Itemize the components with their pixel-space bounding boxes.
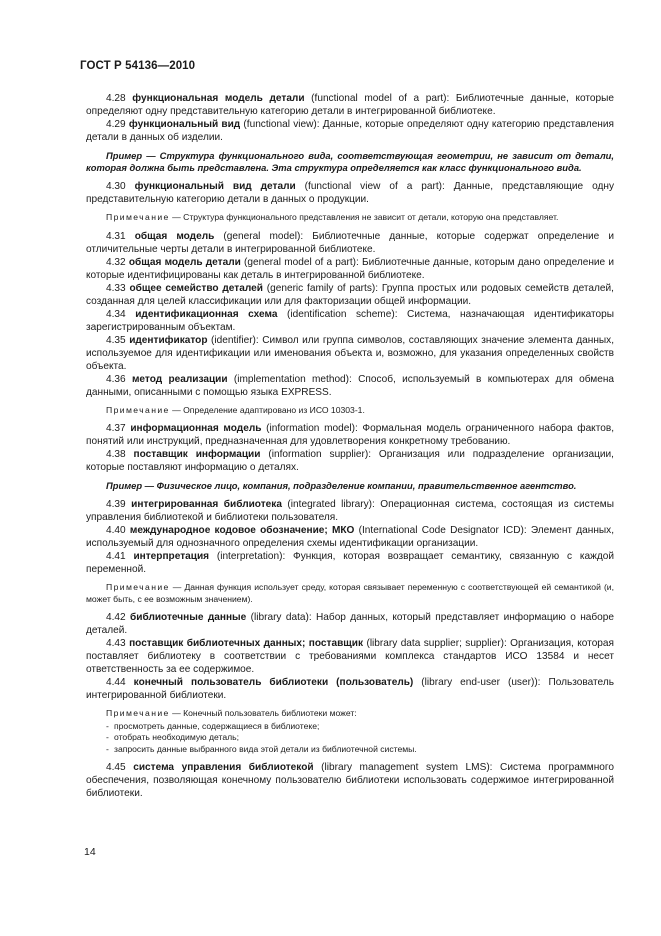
term-4-35: 4.35 идентификатор (identifier): Символ или группа символов, составляющих значение элемента данных, используемое для идентификации или именования объекта и, возможно, для указания определенных свойств объекта. <box>86 334 614 372</box>
note-end-user-intro: Примечание — Конечный пользователь библиотеки может: <box>106 708 357 718</box>
term-4-37: 4.37 информационная модель (information model): Формальная модель ограниченного набора фактов, понятий или инструкций, предназначенная для удовлетворения конкретному требованию. <box>86 423 615 447</box>
term-4-40: 4.40 международное кодовое обозначение; МКО (International Code Designator ICD): Элемент данных, используемый для однозначного определения схемы идентификации организации. <box>86 525 614 549</box>
term-4-34: 4.34 идентификационная схема (identification scheme): Система, назначающая идентификаторы зарегистрированным объектам. <box>86 308 614 333</box>
term-4-42: 4.42 библиотечные данные (library data): Набор данных, который представляет информацию о наборе деталей. <box>86 612 614 636</box>
example-functional-view: Пример — Структура функционального вида, соответствующая геометрии, не зависит от детали, которая должна быть представлена. Эта структура определяется как класс функционального вида. <box>86 150 614 173</box>
note-implementation-method: Примечание — Определение адаптировано из ИСО 10303-1. <box>106 404 365 415</box>
term-4-43: 4.43 поставщик библиотечных данных; поставщик (library data supplier; supplier): Организация, которая поставляет библиотеку в соответствии с требованиями комплекса стандартов ИСО 13584 и несет ответственность за ее содержимое. <box>86 638 614 675</box>
standard-header: ГОСТ Р 54136—2010 <box>80 60 196 72</box>
terms-content <box>86 92 614 800</box>
list-item: - просмотреть данные, содержащиеся в библиотеке; <box>86 721 614 733</box>
term-4-33: 4.33 общее семейство деталей (generic family of parts): Группа простых или родовых семейств деталей, созданная для целей классификации или для факторизации общей информации. <box>86 282 614 307</box>
term-4-38: 4.38 поставщик информации (information supplier): Организация или подразделение организации, которые поставляют информацию о деталях. <box>86 449 614 473</box>
term-4-45: 4.45 система управления библиотекой (library management system LMS): Система программного обеспечения, позволяющая конечному пользователю библиотеки использовать содержимое интегрированной библиотеки. <box>86 762 614 799</box>
list-item: - запросить данные выбранного вида этой детали из библиотечной системы. <box>86 744 614 756</box>
term-4-44: 4.44 конечный пользователь библиотеки (пользователь) (library end-user (user)): Пользователь интегрированной библиотеки. <box>86 677 614 701</box>
term-4-39: 4.39 интегрированная библиотека (integrated library): Операционная система, состоящая из системы управления библиотекой и библиотеки пользователя. <box>86 499 614 523</box>
page-number: 14 <box>84 846 96 858</box>
example-information-supplier: Пример — Физическое лицо, компания, подразделение компании, правительственное агентство. <box>106 480 577 491</box>
note-end-user <box>86 708 614 755</box>
term-4-28: 4.28 функциональная модель детали (functional model of a part): Библиотечные данные, которые определяют одну представительную категорию детали в интегрированной библиотеке. <box>86 93 614 117</box>
term-4-41: 4.41 интерпретация (interpretation): Функция, которая возвращает семантику, связанную с каждой переменной. <box>86 551 614 575</box>
list-item: - отобрать необходимую деталь; <box>86 732 614 744</box>
term-4-30: 4.30 функциональный вид детали (functional view of a part): Данные, представляющие одну представительную категорию детали в данных о продукции. <box>86 181 615 205</box>
term-4-36: 4.36 метод реализации (implementation method): Способ, используемый в компьютерах для обмена данными, описанными с помощью языка EXPRESS. <box>86 373 615 398</box>
term-4-31: 4.31 общая модель (general model): Библиотечные данные, которые содержат определение и отличительные черты детали в интегрированной библиотеке. <box>86 230 614 255</box>
note-functional-view: Примечание — Структура функционального представления не зависит от детали, которую она представляет. <box>106 212 559 222</box>
note-end-user-list <box>86 721 614 756</box>
term-4-29: 4.29 функциональный вид (functional view): Данные, которые определяют одну категорию представления детали в данных об изделии. <box>86 119 614 143</box>
term-4-32: 4.32 общая модель детали (general model of a part): Библиотечные данные, которым дано определение и которые идентифицированы как деталь в интегрированной библиотеке. <box>86 256 614 281</box>
note-interpretation: Примечание — Данная функция использует среду, которая связывает переменную с соответствующей ей семантикой (и, может быть, с ее возможным значением). <box>86 582 614 604</box>
